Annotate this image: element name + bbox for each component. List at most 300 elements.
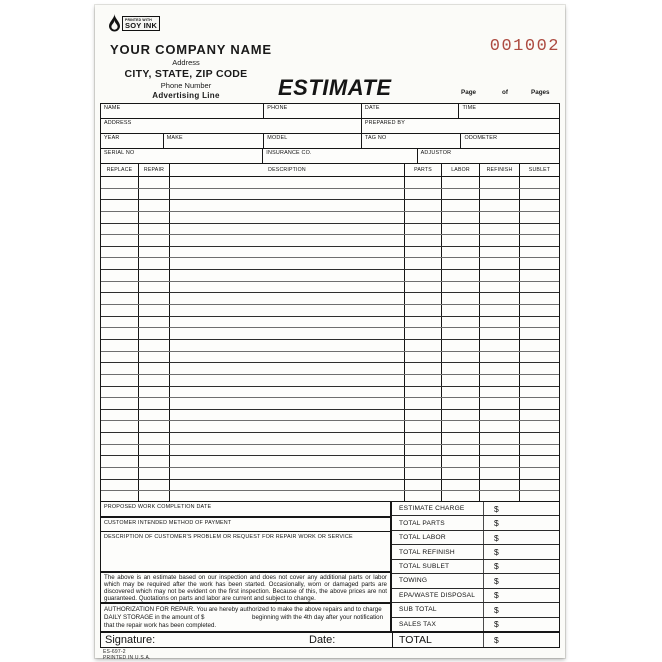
estimate-cell	[170, 305, 405, 316]
estimate-cell	[139, 247, 170, 258]
estimate-cell	[101, 328, 139, 339]
info-row-3	[101, 134, 559, 149]
estimate-cell	[442, 282, 480, 293]
customer-info-grid	[100, 103, 560, 165]
total-row	[392, 560, 559, 574]
estimate-cell	[405, 352, 442, 363]
estimate-cell	[101, 235, 139, 246]
estimate-row	[101, 433, 559, 445]
estimate-cell	[480, 189, 520, 200]
estimate-cell	[405, 212, 442, 223]
estimate-cell	[101, 363, 139, 374]
estimate-cell	[442, 363, 480, 374]
col-labor: LABOR	[442, 164, 480, 176]
total-row-label: SALES TAX	[399, 620, 437, 628]
form-number: 001002	[489, 37, 560, 56]
estimate-cell	[101, 480, 139, 491]
authorization-line2	[104, 614, 387, 622]
currency-sign: $	[483, 502, 499, 515]
estimate-cell	[442, 433, 480, 444]
col-sublet: SUBLET	[528, 167, 551, 173]
adjustor-field: ADJUSTOR	[420, 150, 452, 156]
estimate-cell	[170, 421, 405, 432]
estimate-cell	[170, 293, 405, 304]
estimate-cell	[170, 212, 405, 223]
payment-method-label: CUSTOMER INTENDED METHOD OF PAYMENT	[104, 520, 232, 526]
estimate-cell	[480, 352, 520, 363]
estimate-cell	[480, 456, 520, 467]
estimate-cell	[520, 235, 559, 246]
estimate-cell	[139, 363, 170, 374]
estimate-cell	[101, 375, 139, 386]
estimate-cell	[170, 317, 405, 328]
total-row-label: TOTAL SUBLET	[399, 562, 450, 570]
total-row	[392, 603, 559, 617]
estimate-cell	[101, 200, 139, 211]
estimate-cell	[405, 445, 442, 456]
estimate-cell	[405, 387, 442, 398]
signature-cell	[101, 633, 392, 647]
estimate-cell	[442, 398, 480, 409]
estimate-table-body	[101, 177, 559, 502]
estimate-cell	[480, 398, 520, 409]
estimate-cell	[170, 270, 405, 281]
estimate-cell	[520, 456, 559, 467]
estimate-cell	[170, 235, 405, 246]
estimate-cell	[520, 398, 559, 409]
company-block	[110, 42, 272, 100]
estimate-cell	[405, 189, 442, 200]
address-field: ADDRESS	[101, 119, 362, 133]
soy-ink-text	[122, 16, 160, 31]
terms-text: The above is an estimate based on our inspection and does not cover any additional parts or labor which may be required after the work has been started. Occasionally, worn or damaged parts are discovered which may not be evident on the first inspection. Because of this, the above prices are not guaranteed. Quotations on parts and labor are current and subject to change.	[104, 574, 387, 602]
col-refinish: REFINISH	[480, 164, 520, 176]
printed-in-usa: PRINTED IN U.S.A.	[103, 654, 151, 661]
estimate-row	[101, 305, 559, 317]
estimate-cell	[520, 282, 559, 293]
total-row	[392, 618, 559, 631]
estimate-cell	[170, 189, 405, 200]
estimate-cell	[442, 177, 480, 188]
estimate-cell	[480, 235, 520, 246]
name-field: NAME	[101, 104, 264, 118]
estimate-row	[101, 258, 559, 270]
company-name: YOUR COMPANY NAME	[110, 42, 272, 57]
estimate-cell	[442, 270, 480, 281]
estimate-row	[101, 375, 559, 387]
soy-ink-logo	[108, 12, 176, 34]
estimate-cell	[170, 328, 405, 339]
estimate-row	[101, 282, 559, 294]
date-label: Date:	[309, 634, 336, 646]
company-phone: Phone Number	[160, 81, 212, 90]
estimate-cell	[442, 410, 480, 421]
total-row-label: EPA/WASTE DISPOSAL	[399, 591, 476, 599]
estimate-cell	[139, 468, 170, 479]
total-row	[392, 502, 559, 516]
estimate-cell	[101, 421, 139, 432]
estimate-cell	[405, 340, 442, 351]
authorization-line1: AUTHORIZATION FOR REPAIR. You are hereby authorized to make the above repairs and to charge	[104, 606, 382, 613]
estimate-row	[101, 363, 559, 375]
estimate-cell	[520, 468, 559, 479]
info-row-4	[101, 149, 559, 164]
estimate-cell	[101, 177, 139, 188]
estimate-cell	[480, 328, 520, 339]
date-field: DATE	[362, 104, 460, 118]
currency-sign: $	[483, 618, 499, 631]
estimate-cell	[170, 468, 405, 479]
form-code: ES-697-2	[103, 649, 126, 655]
estimate-row	[101, 352, 559, 364]
total-row-label: SUB TOTAL	[399, 606, 437, 614]
estimate-cell	[520, 480, 559, 491]
estimate-cell	[101, 247, 139, 258]
notification-text: beginning with the 4th day after your notification	[252, 614, 384, 622]
currency-sign: $	[483, 603, 499, 616]
estimate-cell	[139, 387, 170, 398]
total-row-label: TOTAL REFINISH	[399, 548, 455, 556]
estimate-cell	[405, 480, 442, 491]
estimate-cell	[405, 293, 442, 304]
estimate-cell	[405, 398, 442, 409]
estimate-cell	[170, 387, 405, 398]
estimate-form	[95, 5, 565, 661]
estimate-cell	[170, 363, 405, 374]
estimate-cell	[139, 421, 170, 432]
estimate-cell	[139, 258, 170, 269]
estimate-cell	[170, 410, 405, 421]
proposed-completion-box	[100, 501, 391, 517]
signature-row	[100, 632, 560, 648]
estimate-cell	[101, 398, 139, 409]
estimate-cell	[480, 212, 520, 223]
estimate-cell	[405, 421, 442, 432]
estimate-cell	[520, 212, 559, 223]
problem-description-label: DESCRIPTION OF CUSTOMER'S PROBLEM OR REQUEST FOR REPAIR WORK OR SERVICE	[104, 534, 353, 540]
estimate-cell	[442, 258, 480, 269]
estimate-cell	[139, 224, 170, 235]
estimate-row	[101, 235, 559, 247]
estimate-cell	[480, 224, 520, 235]
estimate-cell	[170, 433, 405, 444]
estimate-cell	[139, 433, 170, 444]
estimate-row	[101, 247, 559, 259]
estimate-cell	[139, 189, 170, 200]
estimate-cell	[139, 340, 170, 351]
estimate-cell	[101, 258, 139, 269]
estimate-cell	[520, 433, 559, 444]
estimate-cell	[101, 305, 139, 316]
estimate-cell	[101, 293, 139, 304]
estimate-cell	[520, 177, 559, 188]
authorization-line3: that the repair work has been completed.	[104, 622, 217, 630]
estimate-cell	[442, 445, 480, 456]
estimate-cell	[170, 224, 405, 235]
estimate-cell	[442, 247, 480, 258]
estimate-cell	[442, 200, 480, 211]
make-field: MAKE	[164, 134, 265, 148]
estimate-cell	[480, 433, 520, 444]
currency-sign: $	[483, 574, 499, 587]
proposed-completion-label: PROPOSED WORK COMPLETION DATE	[104, 504, 212, 510]
estimate-cell	[139, 212, 170, 223]
company-advertising-line: Advertising Line	[152, 91, 220, 100]
estimate-cell	[520, 305, 559, 316]
estimate-cell	[520, 445, 559, 456]
estimate-cell	[520, 200, 559, 211]
estimate-cell	[520, 247, 559, 258]
estimate-table-header	[101, 164, 559, 177]
estimate-cell	[520, 352, 559, 363]
info-row-2	[101, 119, 559, 134]
currency-sign: $	[483, 545, 499, 558]
estimate-cell	[170, 258, 405, 269]
estimate-cell	[405, 305, 442, 316]
estimate-cell	[170, 247, 405, 258]
estimate-cell	[405, 247, 442, 258]
authorization-box	[100, 603, 391, 632]
estimate-cell	[139, 270, 170, 281]
estimate-cell	[101, 445, 139, 456]
estimate-cell	[442, 305, 480, 316]
estimate-row	[101, 456, 559, 468]
estimate-cell	[170, 445, 405, 456]
estimate-cell	[442, 317, 480, 328]
estimate-cell	[520, 410, 559, 421]
estimate-cell	[520, 340, 559, 351]
estimate-cell	[170, 456, 405, 467]
estimate-cell	[101, 317, 139, 328]
total-row	[392, 531, 559, 545]
estimate-cell	[139, 177, 170, 188]
estimate-cell	[480, 340, 520, 351]
form-footer	[103, 650, 151, 661]
estimate-cell	[139, 328, 170, 339]
estimate-cell	[442, 387, 480, 398]
total-row-label: ESTIMATE CHARGE	[399, 505, 465, 513]
estimate-cell	[405, 410, 442, 421]
estimate-row	[101, 212, 559, 224]
of-label: of	[502, 89, 508, 96]
currency-sign: $	[483, 589, 499, 602]
estimate-cell	[170, 480, 405, 491]
estimate-cell	[101, 340, 139, 351]
estimate-cell	[520, 375, 559, 386]
estimate-row	[101, 270, 559, 282]
estimate-cell	[520, 224, 559, 235]
estimate-cell	[480, 200, 520, 211]
estimate-cell	[405, 363, 442, 374]
tag-no-field: TAG NO	[362, 134, 462, 148]
estimate-cell	[480, 445, 520, 456]
estimate-cell	[405, 456, 442, 467]
estimate-cell	[139, 317, 170, 328]
estimate-cell	[480, 480, 520, 491]
estimate-cell	[139, 398, 170, 409]
estimate-row	[101, 387, 559, 399]
estimate-row	[101, 293, 559, 305]
estimate-cell	[101, 352, 139, 363]
payment-method-box	[100, 517, 391, 532]
estimate-cell	[101, 410, 139, 421]
estimate-cell	[405, 375, 442, 386]
currency-sign: $	[483, 560, 499, 573]
prepared-by-field: PREPARED BY	[364, 120, 406, 126]
estimate-cell	[101, 433, 139, 444]
col-replace: REPLACE	[101, 164, 139, 176]
estimate-cell	[101, 270, 139, 281]
company-city-state-zip: CITY, STATE, ZIP CODE	[124, 68, 248, 80]
estimate-cell	[405, 224, 442, 235]
estimate-cell	[139, 456, 170, 467]
col-description: DESCRIPTION	[170, 164, 405, 176]
estimate-cell	[442, 340, 480, 351]
estimate-row	[101, 410, 559, 422]
total-row-label: TOWING	[399, 577, 428, 585]
col-parts: PARTS	[405, 164, 442, 176]
estimate-row	[101, 317, 559, 329]
estimate-cell	[442, 189, 480, 200]
estimate-cell	[520, 387, 559, 398]
estimate-cell	[101, 468, 139, 479]
estimate-cell	[480, 177, 520, 188]
estimate-cell	[520, 363, 559, 374]
estimate-row	[101, 421, 559, 433]
insurance-co-field: INSURANCE CO.	[263, 149, 417, 164]
soy-ink-line1: PRINTED WITH	[125, 17, 152, 22]
page-label: Page	[461, 89, 477, 96]
estimate-cell	[442, 352, 480, 363]
estimate-cell	[139, 305, 170, 316]
estimate-cell	[101, 224, 139, 235]
estimate-cell	[520, 270, 559, 281]
pages-label: Pages	[531, 89, 550, 96]
estimate-cell	[442, 293, 480, 304]
serial-no-field: SERIAL NO	[101, 149, 263, 164]
estimate-cell	[101, 387, 139, 398]
soy-drop-icon	[108, 14, 121, 32]
time-field: TIME	[462, 105, 477, 111]
year-field: YEAR	[101, 134, 164, 148]
estimate-cell	[139, 410, 170, 421]
estimate-table	[100, 163, 560, 503]
estimate-cell	[139, 200, 170, 211]
col-repair: REPAIR	[139, 164, 170, 176]
totals-box	[391, 501, 560, 632]
estimate-cell	[442, 421, 480, 432]
estimate-cell	[170, 177, 405, 188]
company-address: Address	[172, 58, 200, 67]
currency-sign: $	[483, 516, 499, 529]
estimate-cell	[170, 398, 405, 409]
estimate-row	[101, 468, 559, 480]
total-row-label: TOTAL LABOR	[399, 534, 446, 542]
terms-box	[100, 572, 391, 603]
problem-description-box	[100, 531, 391, 572]
estimate-cell	[170, 375, 405, 386]
total-row-label: TOTAL PARTS	[399, 519, 445, 527]
model-field: MODEL	[264, 134, 362, 148]
estimate-row	[101, 398, 559, 410]
total-row	[392, 589, 559, 603]
soy-ink-line2: SOY INK	[125, 20, 158, 30]
estimate-cell	[405, 270, 442, 281]
estimate-cell	[170, 340, 405, 351]
phone-field: PHONE	[264, 104, 362, 118]
estimate-cell	[480, 375, 520, 386]
estimate-cell	[520, 328, 559, 339]
estimate-cell	[139, 445, 170, 456]
signature-label: Signature:	[105, 634, 156, 646]
form-title: ESTIMATE	[278, 75, 392, 100]
info-row-1	[101, 104, 559, 119]
total-row	[392, 545, 559, 559]
estimate-cell	[442, 224, 480, 235]
estimate-cell	[139, 235, 170, 246]
estimate-cell	[139, 375, 170, 386]
estimate-cell	[405, 258, 442, 269]
estimate-cell	[480, 468, 520, 479]
estimate-cell	[101, 282, 139, 293]
estimate-cell	[480, 270, 520, 281]
estimate-cell	[520, 421, 559, 432]
estimate-cell	[405, 433, 442, 444]
estimate-cell	[442, 328, 480, 339]
estimate-row	[101, 480, 559, 492]
estimate-cell	[480, 317, 520, 328]
estimate-cell	[101, 189, 139, 200]
estimate-cell	[520, 293, 559, 304]
estimate-cell	[480, 247, 520, 258]
estimate-cell	[170, 352, 405, 363]
estimate-cell	[442, 468, 480, 479]
grand-total-currency: $	[483, 633, 559, 647]
estimate-row	[101, 189, 559, 201]
estimate-cell	[170, 282, 405, 293]
estimate-row	[101, 224, 559, 236]
estimate-row	[101, 200, 559, 212]
estimate-cell	[480, 258, 520, 269]
currency-sign: $	[483, 531, 499, 544]
estimate-cell	[480, 293, 520, 304]
estimate-cell	[480, 410, 520, 421]
estimate-cell	[480, 305, 520, 316]
estimate-row	[101, 340, 559, 352]
estimate-cell	[480, 387, 520, 398]
estimate-cell	[405, 468, 442, 479]
estimate-cell	[405, 200, 442, 211]
estimate-cell	[139, 282, 170, 293]
estimate-cell	[442, 456, 480, 467]
daily-storage-text: DAILY STORAGE in the amount of $	[104, 614, 205, 622]
estimate-cell	[139, 352, 170, 363]
estimate-cell	[405, 328, 442, 339]
total-row	[392, 516, 559, 530]
estimate-cell	[405, 282, 442, 293]
estimate-cell	[480, 421, 520, 432]
estimate-cell	[405, 235, 442, 246]
odometer-field: ODOMETER	[464, 135, 498, 141]
estimate-cell	[442, 212, 480, 223]
total-row	[392, 574, 559, 588]
estimate-cell	[520, 258, 559, 269]
estimate-row	[101, 445, 559, 457]
estimate-cell	[405, 317, 442, 328]
estimate-cell	[170, 200, 405, 211]
estimate-cell	[442, 235, 480, 246]
estimate-row	[101, 328, 559, 340]
